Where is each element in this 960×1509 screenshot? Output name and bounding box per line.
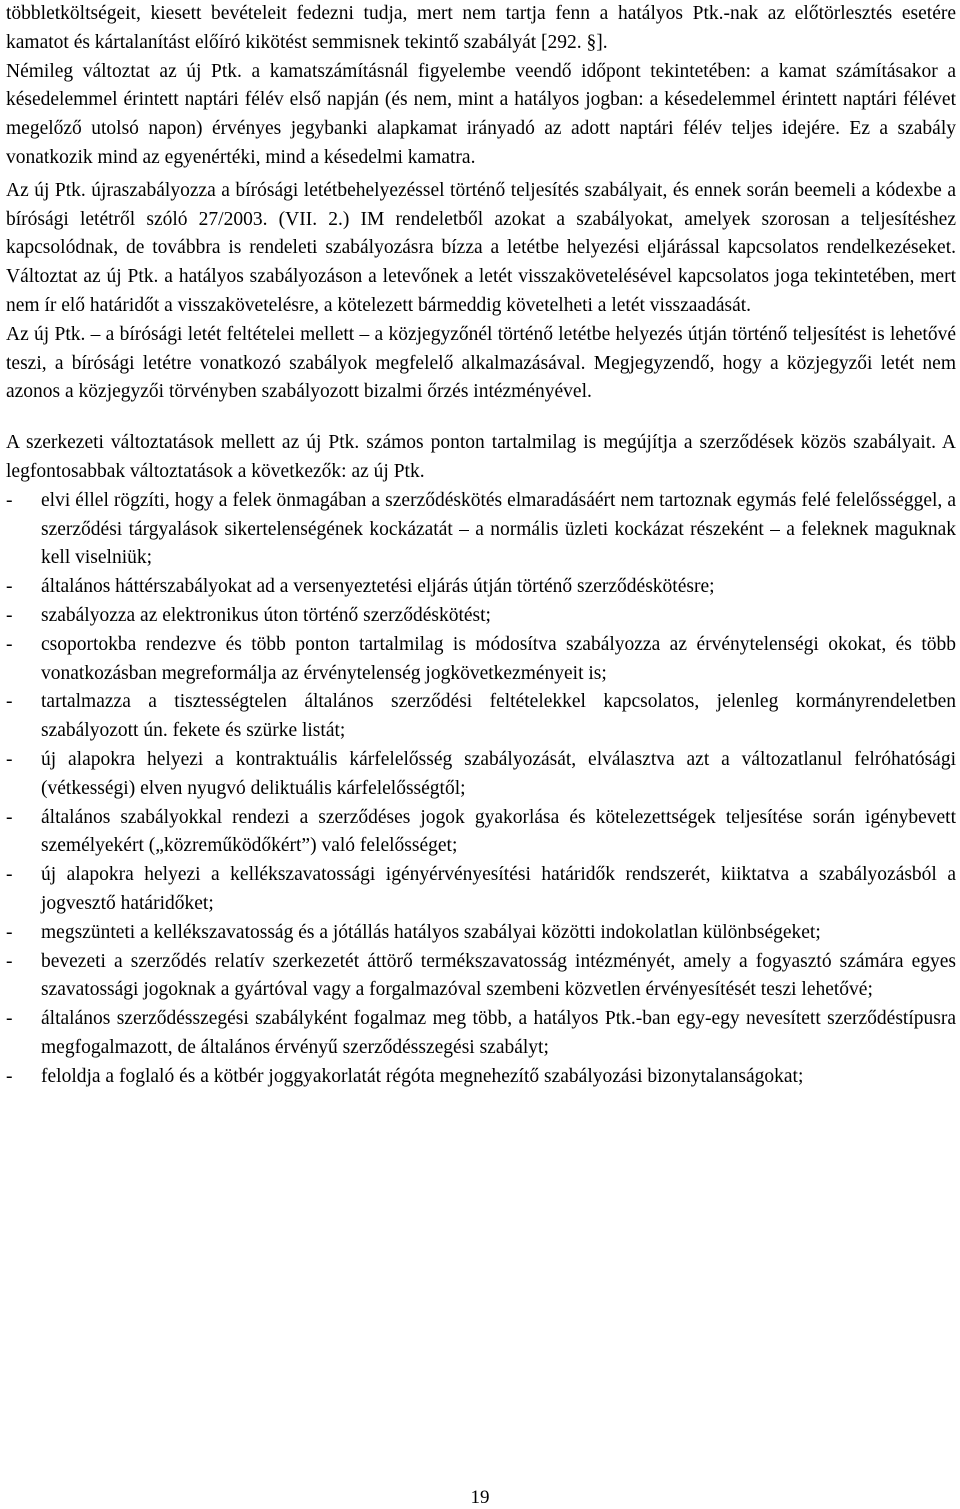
list-dash: - <box>6 1008 13 1030</box>
list-item <box>6 919 956 948</box>
list-dash: - <box>6 604 13 626</box>
list-item <box>6 948 956 1006</box>
list-item <box>6 573 956 602</box>
list-item <box>6 602 956 631</box>
list-item-text: feloldja a foglaló és a kötbér joggyakorlatát régóta megnehezítő szabályozási bizonytalanságokat; <box>41 1065 804 1087</box>
list-item-text: általános háttérszabályokat ad a versenyeztetési eljárás útján történő szerződéskötésre; <box>41 576 715 598</box>
list-item-text: új alapokra helyezi a kontraktuális kárfelelősség szabályozását, elválasztva azt a változatlanul felróhatósági (vétkességi) elven nyugvó deliktuális kárfelelősségtől; <box>41 748 956 799</box>
list-dash: - <box>6 633 13 655</box>
list-dash: - <box>6 921 13 943</box>
paragraph-structural-changes: A szerkezeti változtatások mellett az új Ptk. számos ponton tartalmilag is megújítja a szerződések közös szabályait. A legfontosabbak változtatások a következők: az új Ptk. <box>6 432 956 482</box>
list-item <box>6 746 956 804</box>
list-dash: - <box>6 950 13 972</box>
paragraph-court-deposit: Az új Ptk. újraszabályozza a bírósági letétbehelyezéssel történő teljesítés szabályait, és ennek során beemeli a kódexbe a bírósági letétről szóló 27/2003. (VII. 2.) IM rendeletből azokat a szabályokat, amelyek szorosan a teljesítéshez kapcsolódnak, de továbbra is rendeleti szabályozásra bízza a letétbe helyezési eljárással kapcsolatos rendelkezéseket. Változtat az új Ptk. a hatályos szabályozáson a letevőnek a letét visszakövetelésével kapcsolatos joga tekintetében, mert nem ír elő határidőt a visszakövetelésre, a kötelezett bármeddig követelheti a letét visszaadását. <box>6 179 956 316</box>
list-item-text: bevezeti a szerződés relatív szerkezetét áttörő termékszavatosság intézményét, amely a fogyasztó számára egyes szavatossági jogoknak a gyártóval vagy a forgalmazóval szembeni közvetlen érvényesítését teszi lehetővé; <box>41 950 956 1001</box>
list-item <box>6 688 956 746</box>
list-item <box>6 861 956 919</box>
list-dash: - <box>6 691 13 713</box>
spacer <box>6 407 956 429</box>
list-item <box>6 804 956 862</box>
changes-list <box>6 487 956 1092</box>
list-dash: - <box>6 1065 13 1087</box>
list-item-text: elvi éllel rögzíti, hogy a felek önmagában a szerződéskötés elmaradásáért nem tartoznak egymás felé felelősséggel, a szerződési tárgyalások sikertelenségének kockázatát – a normális üzleti kockázat részeként – a feleknek maguknak kell viselniük; <box>41 489 956 569</box>
list-item-text: új alapokra helyezi a kellékszavatossági igényérvényesítési határidők rendszerét, kiiktatva a szabályozásból a jogvesztő határidőket; <box>41 864 956 914</box>
list-item-text: megszünteti a kellékszavatosság és a jótállás hatályos szabályai közötti indokolatlan különbségeket; <box>41 921 821 943</box>
list-item <box>6 487 956 573</box>
page-number: 19 <box>470 1487 490 1508</box>
list-item-text: tartalmazza a tisztességtelen általános szerződési feltételekkel kapcsolatos, jelenleg kormányrendeletben szabályozott ún. fekete és szürke listát; <box>41 691 956 742</box>
list-dash: - <box>6 576 13 598</box>
list-item-text: csoportokba rendezve és több ponton tartalmilag is módosítva szabályozza az érvénytelenségi okokat, és több vonatkozásban megreformálja az érvénytelenség jogkövetkezményeit is; <box>41 633 956 684</box>
list-dash: - <box>6 748 13 770</box>
list-item-text: szabályozza az elektronikus úton történő szerződéskötést; <box>41 604 491 626</box>
list-dash: - <box>6 806 13 828</box>
paragraph-notary-deposit: Az új Ptk. – a bírósági letét feltételei mellett – a közjegyzőnél történő letétbe helyezés útján történő teljesítést is lehetővé teszi, a bírósági letétre vonatkozó szabályok megfelelő alkalmazásával. Megjegyzendő, hogy a közjegyzői letét nem azonos a közjegyzői törvényben szabályozott bizalmi őrzés intézményével. <box>6 323 956 403</box>
list-item-text: általános szerződésszegési szabályként fogalmaz meg több, a hatályos Ptk.-ban egy-egy nevesített szerződéstípusra megfogalmazott, de általános érvényű szerződésszegési szabályt; <box>41 1008 956 1058</box>
document-page <box>6 0 956 1091</box>
list-item <box>6 631 956 689</box>
list-dash: - <box>6 489 13 511</box>
paragraph-early-repayment: többletköltségeit, kiesett bevételeit fedezni tudja, mert nem tartja fenn a hatályos Ptk.-nak az előtörlesztés esetére kamatot és kártalanítást előíró kikötést semmisnek tekintő szabályát [292. §]. <box>6 3 956 53</box>
list-dash: - <box>6 864 13 886</box>
paragraph-interest-calculation: Némileg változtat az új Ptk. a kamatszámításnál figyelembe veendő időpont tekintetében: a kamat számításakor a késedelemmel érintett naptári félév első napján (és nem, mint a hatályos jogban: a késedelemmel érintett naptári félévet megelőző utolsó napon) érvényes jegybanki alapkamat irányadó az adott naptári félév teljes idejére. Ez a szabály vonatkozik mind az egyenértéki, mind a késedelmi kamatra. <box>6 60 956 168</box>
list-item <box>6 1063 956 1092</box>
list-item-text: általános szabályokkal rendezi a szerződéses jogok gyakorlása és kötelezettségek teljesítése során igénybevett személyekért („közreműködőkért”) való felelősséget; <box>41 806 956 857</box>
list-item <box>6 1005 956 1063</box>
